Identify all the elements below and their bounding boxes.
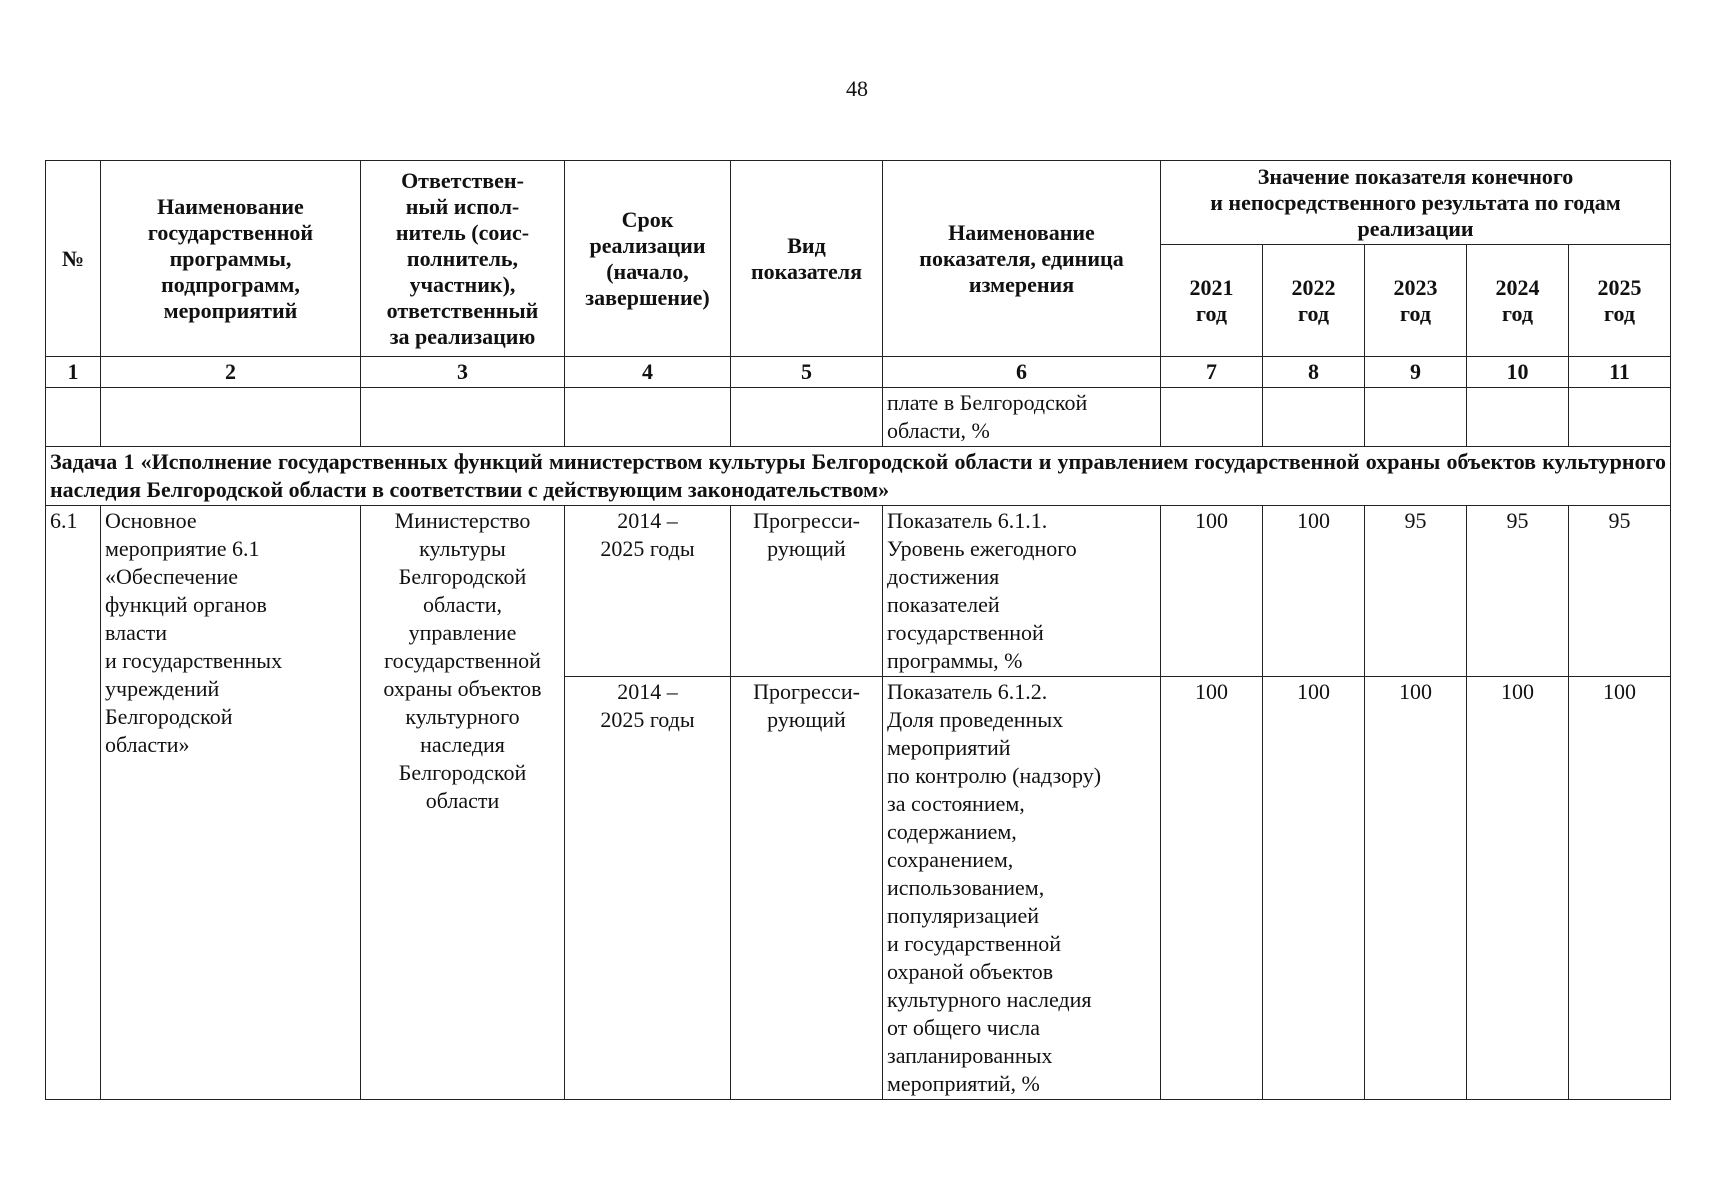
indicator-value-2025: 100	[1569, 677, 1671, 1100]
empty-cell	[1365, 388, 1467, 447]
header-year-2023: 2023 год	[1365, 245, 1467, 357]
indicator-value-2023: 95	[1365, 506, 1467, 677]
activity-number: 6.1	[46, 506, 101, 1100]
indicator-value-2022: 100	[1263, 506, 1365, 677]
column-number: 10	[1467, 357, 1569, 388]
page-number: 48	[846, 76, 868, 101]
indicator-term: 2014 – 2025 годы	[565, 677, 731, 1100]
indicators-table	[45, 160, 1671, 1100]
column-number: 9	[1365, 357, 1467, 388]
indicator-value-2024: 95	[1467, 506, 1569, 677]
activity-row-indicator-1	[46, 506, 1671, 677]
column-number: 2	[101, 357, 361, 388]
column-number: 4	[565, 357, 731, 388]
continuation-row	[46, 388, 1671, 447]
column-number: 8	[1263, 357, 1365, 388]
indicator-value-2021: 100	[1161, 506, 1263, 677]
task-row	[46, 447, 1671, 506]
activity-executor: Министерство культуры Белгородской области, управление государственной охраны объектов культурного наследия Белгородской области	[361, 506, 565, 1100]
column-number: 11	[1569, 357, 1671, 388]
task-title: Задача 1 «Исполнение государственных функций министерством культуры Белгородской области и управлением государственной охраны объектов культурного наследия Белгородской области в соответствии с действующим законодательством»	[46, 447, 1671, 506]
header-year-2021: 2021 год	[1161, 245, 1263, 357]
header-indicator-name: Наименование показателя, единица измерения	[883, 161, 1161, 357]
empty-cell	[361, 388, 565, 447]
column-numbers-row	[46, 357, 1671, 388]
indicator-term: 2014 – 2025 годы	[565, 506, 731, 677]
header-program-name: Наименование государственной программы, подпрограмм, мероприятий	[101, 161, 361, 357]
header-executor: Ответствен- ный испол- нитель (соис- полнитель, участник), ответственный за реализацию	[361, 161, 565, 357]
header-term: Срок реализации (начало, завершение)	[565, 161, 731, 357]
header-year-2025: 2025 год	[1569, 245, 1671, 357]
empty-cell	[731, 388, 883, 447]
column-number: 6	[883, 357, 1161, 388]
indicator-kind: Прогресси- рующий	[731, 506, 883, 677]
header-values-group: Значение показателя конечного и непосредственного результата по годам реализации	[1161, 161, 1671, 245]
indicator-kind: Прогресси- рующий	[731, 677, 883, 1100]
empty-cell	[1161, 388, 1263, 447]
empty-cell	[1467, 388, 1569, 447]
indicator-name: Показатель 6.1.2. Доля проведенных мероприятий по контролю (надзору) за состоянием, содержанием, сохранением, использованием, популяризацией и государственной охраной объектов культурного наследия от общего числа запланированных мероприятий, %	[883, 677, 1161, 1100]
indicator-value-2024: 100	[1467, 677, 1569, 1100]
indicator-name: Показатель 6.1.1. Уровень ежегодного достижения показателей государственной программы, %	[883, 506, 1161, 677]
indicator-value-2023: 100	[1365, 677, 1467, 1100]
indicator-value-2025: 95	[1569, 506, 1671, 677]
header-year-2022: 2022 год	[1263, 245, 1365, 357]
column-number: 1	[46, 357, 101, 388]
column-number: 3	[361, 357, 565, 388]
empty-cell	[101, 388, 361, 447]
header-year-2024: 2024 год	[1467, 245, 1569, 357]
activity-name: Основное мероприятие 6.1 «Обеспечение функций органов власти и государственных учреждений Белгородской области»	[101, 506, 361, 1100]
indicator-name-continued: плате в Белгородской области, %	[883, 388, 1161, 447]
column-number: 7	[1161, 357, 1263, 388]
header-indicator-kind: Вид показателя	[731, 161, 883, 357]
indicator-value-2021: 100	[1161, 677, 1263, 1100]
column-number: 5	[731, 357, 883, 388]
empty-cell	[1263, 388, 1365, 447]
header-number: №	[46, 161, 101, 357]
empty-cell	[1569, 388, 1671, 447]
empty-cell	[46, 388, 101, 447]
indicator-value-2022: 100	[1263, 677, 1365, 1100]
empty-cell	[565, 388, 731, 447]
header-row-1	[46, 161, 1671, 245]
